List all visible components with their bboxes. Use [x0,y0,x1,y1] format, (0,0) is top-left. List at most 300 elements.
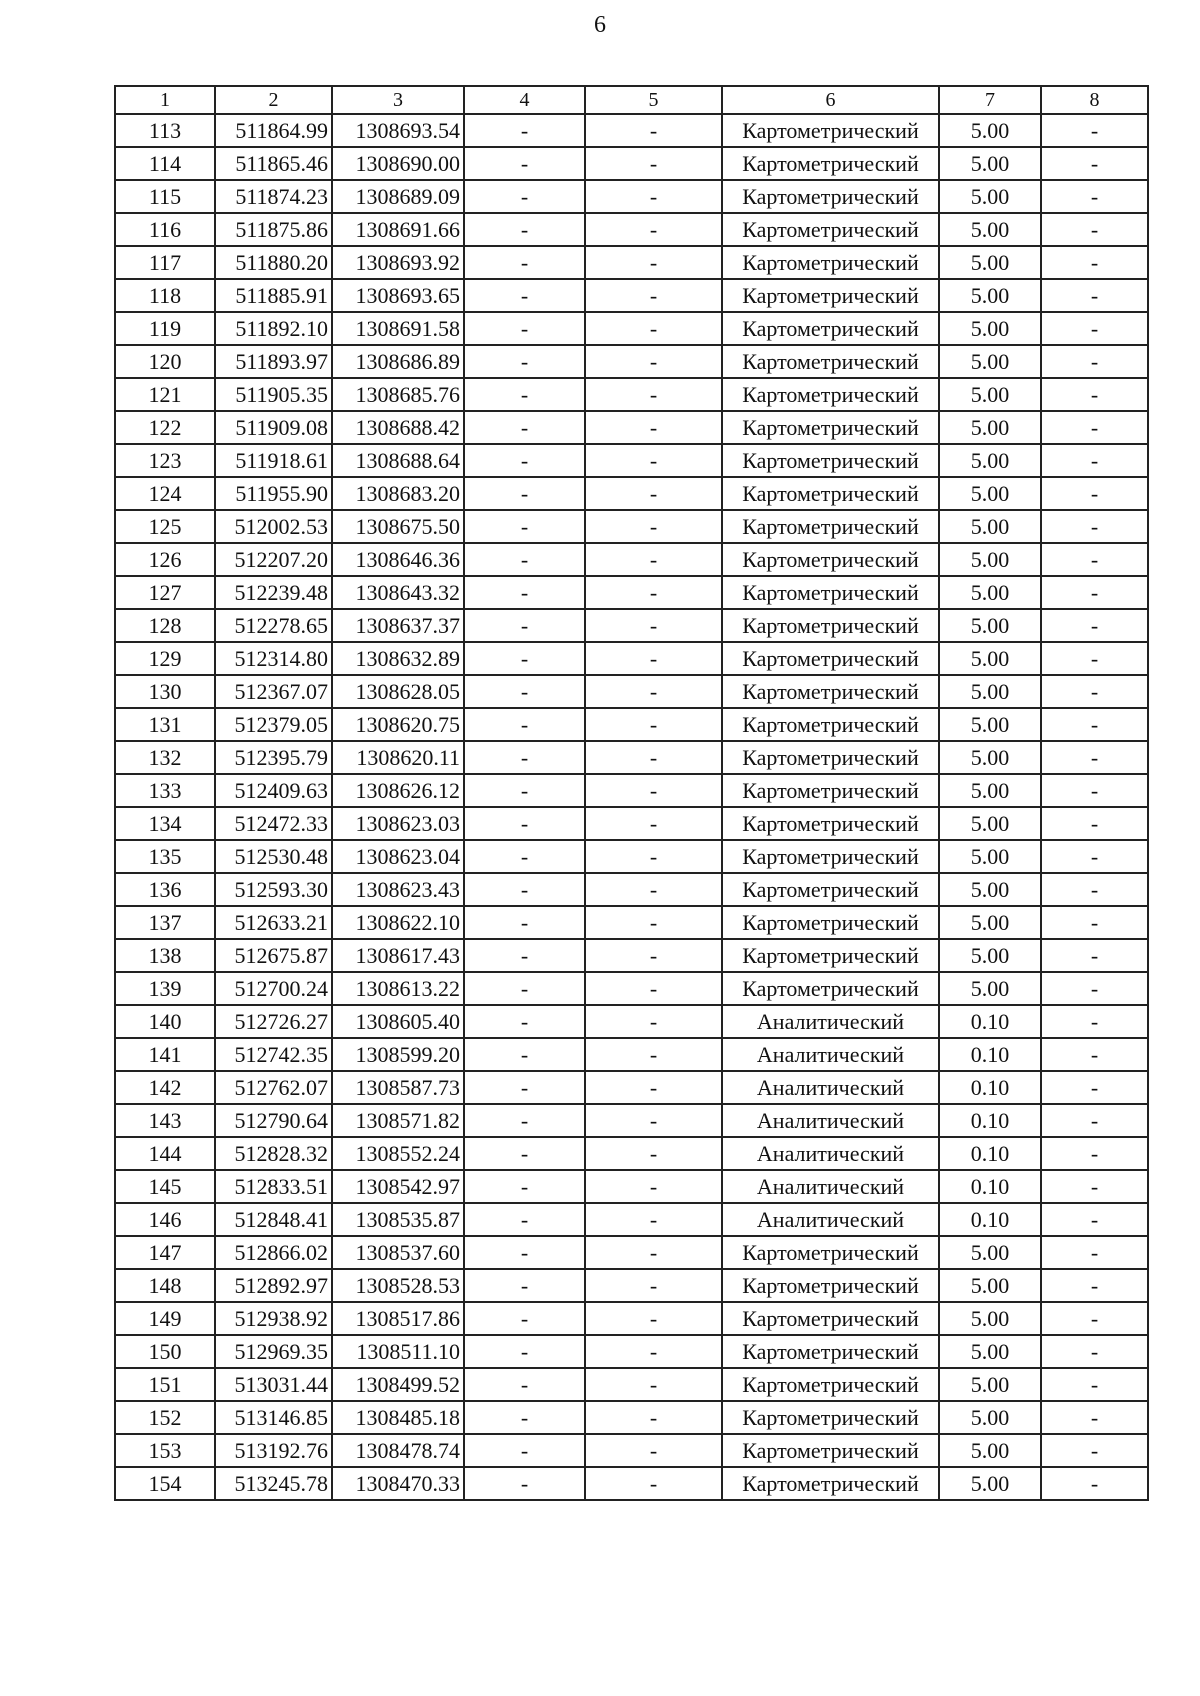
cell-col-8: - [1041,576,1148,609]
cell-col-8: - [1041,939,1148,972]
cell-point-number: 137 [115,906,215,939]
cell-method: Аналитический [722,1071,939,1104]
table-row [115,1368,1148,1401]
cell-x-coordinate: 512633.21 [215,906,332,939]
cell-method: Картометрический [722,378,939,411]
cell-col-5: - [585,675,722,708]
cell-x-coordinate: 512593.30 [215,873,332,906]
cell-y-coordinate: 1308617.43 [332,939,464,972]
cell-col-8: - [1041,213,1148,246]
cell-y-coordinate: 1308686.89 [332,345,464,378]
cell-col-8: - [1041,1467,1148,1500]
cell-col-8: - [1041,543,1148,576]
cell-y-coordinate: 1308693.65 [332,279,464,312]
cell-col-8: - [1041,873,1148,906]
cell-point-number: 119 [115,312,215,345]
header-cell-7: 7 [939,86,1041,114]
cell-col-5: - [585,1005,722,1038]
cell-method: Аналитический [722,1038,939,1071]
cell-x-coordinate: 512828.32 [215,1137,332,1170]
cell-x-coordinate: 511918.61 [215,444,332,477]
cell-point-number: 146 [115,1203,215,1236]
table-row [115,1401,1148,1434]
table-row [115,345,1148,378]
cell-col-5: - [585,1236,722,1269]
table-row [115,444,1148,477]
table-row [115,378,1148,411]
cell-accuracy: 5.00 [939,1434,1041,1467]
cell-method: Картометрический [722,1236,939,1269]
header-cell-5: 5 [585,86,722,114]
cell-col-5: - [585,1302,722,1335]
cell-accuracy: 5.00 [939,873,1041,906]
cell-x-coordinate: 512726.27 [215,1005,332,1038]
cell-method: Картометрический [722,1434,939,1467]
cell-accuracy: 5.00 [939,675,1041,708]
table-row [115,741,1148,774]
cell-col-5: - [585,147,722,180]
cell-x-coordinate: 512790.64 [215,1104,332,1137]
cell-col-5: - [585,1137,722,1170]
cell-accuracy: 0.10 [939,1170,1041,1203]
cell-col-4: - [464,1401,585,1434]
cell-point-number: 115 [115,180,215,213]
cell-point-number: 128 [115,609,215,642]
cell-col-4: - [464,774,585,807]
cell-accuracy: 5.00 [939,972,1041,1005]
cell-x-coordinate: 512367.07 [215,675,332,708]
cell-y-coordinate: 1308693.92 [332,246,464,279]
cell-x-coordinate: 512762.07 [215,1071,332,1104]
table-row [115,774,1148,807]
cell-point-number: 131 [115,708,215,741]
cell-col-5: - [585,708,722,741]
cell-accuracy: 5.00 [939,279,1041,312]
cell-method: Картометрический [722,576,939,609]
cell-x-coordinate: 512892.97 [215,1269,332,1302]
cell-col-5: - [585,411,722,444]
cell-col-5: - [585,741,722,774]
cell-col-8: - [1041,1236,1148,1269]
cell-col-4: - [464,840,585,873]
table-row [115,939,1148,972]
cell-col-8: - [1041,708,1148,741]
cell-y-coordinate: 1308470.33 [332,1467,464,1500]
cell-point-number: 129 [115,642,215,675]
cell-method: Картометрический [722,411,939,444]
header-cell-1: 1 [115,86,215,114]
cell-method: Картометрический [722,213,939,246]
cell-col-4: - [464,873,585,906]
table-row [115,411,1148,444]
cell-point-number: 139 [115,972,215,1005]
cell-y-coordinate: 1308691.58 [332,312,464,345]
cell-x-coordinate: 512409.63 [215,774,332,807]
cell-accuracy: 5.00 [939,741,1041,774]
cell-point-number: 116 [115,213,215,246]
cell-x-coordinate: 511875.86 [215,213,332,246]
cell-point-number: 127 [115,576,215,609]
cell-col-4: - [464,1071,585,1104]
header-cell-6: 6 [722,86,939,114]
table-row [115,1236,1148,1269]
cell-accuracy: 5.00 [939,807,1041,840]
cell-accuracy: 5.00 [939,609,1041,642]
cell-method: Картометрический [722,279,939,312]
cell-point-number: 126 [115,543,215,576]
cell-point-number: 152 [115,1401,215,1434]
cell-y-coordinate: 1308511.10 [332,1335,464,1368]
cell-x-coordinate: 513031.44 [215,1368,332,1401]
cell-col-8: - [1041,1401,1148,1434]
cell-y-coordinate: 1308587.73 [332,1071,464,1104]
cell-point-number: 154 [115,1467,215,1500]
cell-col-8: - [1041,378,1148,411]
cell-col-5: - [585,840,722,873]
cell-method: Аналитический [722,1005,939,1038]
cell-method: Картометрический [722,180,939,213]
cell-method: Картометрический [722,1302,939,1335]
cell-y-coordinate: 1308690.00 [332,147,464,180]
cell-x-coordinate: 511874.23 [215,180,332,213]
cell-y-coordinate: 1308637.37 [332,609,464,642]
cell-x-coordinate: 512700.24 [215,972,332,1005]
cell-col-5: - [585,972,722,1005]
cell-y-coordinate: 1308620.75 [332,708,464,741]
cell-y-coordinate: 1308605.40 [332,1005,464,1038]
cell-y-coordinate: 1308693.54 [332,114,464,147]
table-row [115,1467,1148,1500]
cell-x-coordinate: 511893.97 [215,345,332,378]
cell-accuracy: 5.00 [939,1467,1041,1500]
table-row [115,1104,1148,1137]
cell-col-4: - [464,1467,585,1500]
cell-point-number: 141 [115,1038,215,1071]
cell-point-number: 136 [115,873,215,906]
cell-point-number: 117 [115,246,215,279]
cell-col-4: - [464,1137,585,1170]
table-row [115,246,1148,279]
cell-y-coordinate: 1308499.52 [332,1368,464,1401]
cell-method: Картометрический [722,741,939,774]
cell-col-4: - [464,1368,585,1401]
cell-method: Картометрический [722,807,939,840]
cell-method: Картометрический [722,444,939,477]
cell-col-5: - [585,939,722,972]
cell-col-8: - [1041,345,1148,378]
cell-col-4: - [464,114,585,147]
cell-accuracy: 5.00 [939,840,1041,873]
cell-col-5: - [585,114,722,147]
cell-col-4: - [464,444,585,477]
cell-y-coordinate: 1308517.86 [332,1302,464,1335]
cell-y-coordinate: 1308537.60 [332,1236,464,1269]
table-row [115,180,1148,213]
cell-accuracy: 5.00 [939,774,1041,807]
cell-x-coordinate: 512207.20 [215,543,332,576]
cell-accuracy: 5.00 [939,411,1041,444]
table-row [115,543,1148,576]
cell-point-number: 145 [115,1170,215,1203]
cell-col-5: - [585,1038,722,1071]
cell-col-8: - [1041,1137,1148,1170]
cell-method: Картометрический [722,543,939,576]
cell-accuracy: 5.00 [939,1335,1041,1368]
header-cell-8: 8 [1041,86,1148,114]
cell-accuracy: 0.10 [939,1071,1041,1104]
cell-x-coordinate: 511880.20 [215,246,332,279]
cell-point-number: 122 [115,411,215,444]
cell-point-number: 150 [115,1335,215,1368]
table-row [115,312,1148,345]
cell-col-5: - [585,444,722,477]
cell-col-5: - [585,774,722,807]
cell-x-coordinate: 512002.53 [215,510,332,543]
cell-col-5: - [585,1335,722,1368]
table-row [115,114,1148,147]
cell-point-number: 149 [115,1302,215,1335]
cell-accuracy: 5.00 [939,378,1041,411]
table-row [115,1071,1148,1104]
cell-col-5: - [585,1269,722,1302]
cell-y-coordinate: 1308623.43 [332,873,464,906]
cell-accuracy: 5.00 [939,246,1041,279]
cell-accuracy: 5.00 [939,1401,1041,1434]
cell-col-5: - [585,906,722,939]
cell-y-coordinate: 1308691.66 [332,213,464,246]
cell-col-4: - [464,1104,585,1137]
cell-y-coordinate: 1308622.10 [332,906,464,939]
cell-point-number: 138 [115,939,215,972]
cell-y-coordinate: 1308675.50 [332,510,464,543]
cell-method: Картометрический [722,1401,939,1434]
cell-col-8: - [1041,1104,1148,1137]
cell-y-coordinate: 1308623.04 [332,840,464,873]
table-row [115,1005,1148,1038]
cell-y-coordinate: 1308626.12 [332,774,464,807]
cell-x-coordinate: 512379.05 [215,708,332,741]
cell-x-coordinate: 511865.46 [215,147,332,180]
cell-x-coordinate: 512742.35 [215,1038,332,1071]
cell-y-coordinate: 1308542.97 [332,1170,464,1203]
cell-x-coordinate: 511885.91 [215,279,332,312]
coordinates-table [114,85,1149,1501]
cell-col-8: - [1041,675,1148,708]
cell-accuracy: 5.00 [939,1269,1041,1302]
cell-accuracy: 5.00 [939,642,1041,675]
cell-col-4: - [464,807,585,840]
table-row [115,1170,1148,1203]
cell-method: Картометрический [722,1467,939,1500]
cell-y-coordinate: 1308689.09 [332,180,464,213]
cell-x-coordinate: 511892.10 [215,312,332,345]
table-row [115,1038,1148,1071]
cell-method: Картометрический [722,609,939,642]
cell-col-5: - [585,180,722,213]
cell-col-4: - [464,279,585,312]
cell-col-8: - [1041,774,1148,807]
cell-col-8: - [1041,972,1148,1005]
table-row [115,906,1148,939]
cell-y-coordinate: 1308632.89 [332,642,464,675]
cell-y-coordinate: 1308685.76 [332,378,464,411]
cell-x-coordinate: 511909.08 [215,411,332,444]
cell-accuracy: 0.10 [939,1038,1041,1071]
cell-col-4: - [464,477,585,510]
cell-col-4: - [464,609,585,642]
cell-col-4: - [464,1335,585,1368]
cell-x-coordinate: 512938.92 [215,1302,332,1335]
cell-x-coordinate: 512675.87 [215,939,332,972]
table-row [115,510,1148,543]
cell-x-coordinate: 512969.35 [215,1335,332,1368]
cell-point-number: 113 [115,114,215,147]
cell-col-4: - [464,147,585,180]
cell-method: Картометрический [722,246,939,279]
cell-col-8: - [1041,510,1148,543]
cell-method: Картометрический [722,873,939,906]
cell-method: Картометрический [722,939,939,972]
cell-x-coordinate: 512530.48 [215,840,332,873]
cell-accuracy: 5.00 [939,114,1041,147]
cell-method: Картометрический [722,1269,939,1302]
cell-method: Картометрический [722,510,939,543]
cell-col-4: - [464,1203,585,1236]
cell-y-coordinate: 1308571.82 [332,1104,464,1137]
cell-y-coordinate: 1308623.03 [332,807,464,840]
cell-col-5: - [585,378,722,411]
cell-col-4: - [464,213,585,246]
cell-col-5: - [585,1434,722,1467]
cell-point-number: 134 [115,807,215,840]
cell-point-number: 133 [115,774,215,807]
cell-col-4: - [464,741,585,774]
cell-col-8: - [1041,1038,1148,1071]
cell-x-coordinate: 512239.48 [215,576,332,609]
cell-point-number: 142 [115,1071,215,1104]
cell-col-4: - [464,642,585,675]
cell-col-8: - [1041,1203,1148,1236]
cell-y-coordinate: 1308528.53 [332,1269,464,1302]
table-row [115,873,1148,906]
cell-y-coordinate: 1308478.74 [332,1434,464,1467]
cell-accuracy: 0.10 [939,1203,1041,1236]
cell-col-5: - [585,543,722,576]
cell-y-coordinate: 1308599.20 [332,1038,464,1071]
cell-col-8: - [1041,1434,1148,1467]
table-row [115,972,1148,1005]
cell-point-number: 144 [115,1137,215,1170]
cell-col-5: - [585,1071,722,1104]
cell-x-coordinate: 512848.41 [215,1203,332,1236]
table-row [115,213,1148,246]
cell-accuracy: 5.00 [939,444,1041,477]
cell-col-5: - [585,642,722,675]
cell-col-8: - [1041,1005,1148,1038]
cell-method: Картометрический [722,840,939,873]
cell-col-8: - [1041,1170,1148,1203]
cell-point-number: 124 [115,477,215,510]
cell-method: Аналитический [722,1104,939,1137]
cell-col-4: - [464,1434,585,1467]
cell-point-number: 130 [115,675,215,708]
cell-method: Картометрический [722,906,939,939]
cell-col-8: - [1041,180,1148,213]
cell-point-number: 114 [115,147,215,180]
table-row [115,840,1148,873]
cell-x-coordinate: 511864.99 [215,114,332,147]
table-row [115,147,1148,180]
cell-method: Картометрический [722,312,939,345]
cell-accuracy: 0.10 [939,1137,1041,1170]
cell-method: Аналитический [722,1203,939,1236]
cell-point-number: 140 [115,1005,215,1038]
cell-accuracy: 5.00 [939,1368,1041,1401]
cell-col-5: - [585,345,722,378]
cell-point-number: 123 [115,444,215,477]
cell-col-4: - [464,411,585,444]
cell-point-number: 120 [115,345,215,378]
cell-method: Картометрический [722,147,939,180]
cell-col-4: - [464,1005,585,1038]
cell-col-4: - [464,576,585,609]
cell-x-coordinate: 513245.78 [215,1467,332,1500]
cell-point-number: 147 [115,1236,215,1269]
cell-col-8: - [1041,906,1148,939]
cell-col-4: - [464,1236,585,1269]
cell-x-coordinate: 512833.51 [215,1170,332,1203]
cell-method: Картометрический [722,642,939,675]
cell-col-8: - [1041,411,1148,444]
cell-col-4: - [464,906,585,939]
cell-col-8: - [1041,807,1148,840]
cell-col-5: - [585,246,722,279]
cell-point-number: 148 [115,1269,215,1302]
cell-y-coordinate: 1308688.64 [332,444,464,477]
cell-method: Картометрический [722,708,939,741]
table-row [115,1203,1148,1236]
cell-col-4: - [464,378,585,411]
cell-accuracy: 5.00 [939,576,1041,609]
cell-x-coordinate: 511955.90 [215,477,332,510]
cell-col-4: - [464,543,585,576]
cell-point-number: 151 [115,1368,215,1401]
cell-point-number: 121 [115,378,215,411]
cell-accuracy: 5.00 [939,477,1041,510]
table-row [115,1335,1148,1368]
cell-col-8: - [1041,1335,1148,1368]
cell-y-coordinate: 1308683.20 [332,477,464,510]
cell-col-8: - [1041,147,1148,180]
cell-col-8: - [1041,279,1148,312]
table-row [115,1137,1148,1170]
cell-col-8: - [1041,1269,1148,1302]
cell-accuracy: 5.00 [939,510,1041,543]
cell-x-coordinate: 512866.02 [215,1236,332,1269]
cell-method: Картометрический [722,1368,939,1401]
cell-y-coordinate: 1308535.87 [332,1203,464,1236]
cell-col-5: - [585,1401,722,1434]
cell-accuracy: 5.00 [939,345,1041,378]
cell-col-8: - [1041,1071,1148,1104]
cell-col-5: - [585,213,722,246]
cell-col-5: - [585,576,722,609]
cell-col-5: - [585,477,722,510]
cell-col-4: - [464,180,585,213]
cell-method: Картометрический [722,1335,939,1368]
cell-x-coordinate: 512314.80 [215,642,332,675]
cell-col-5: - [585,510,722,543]
